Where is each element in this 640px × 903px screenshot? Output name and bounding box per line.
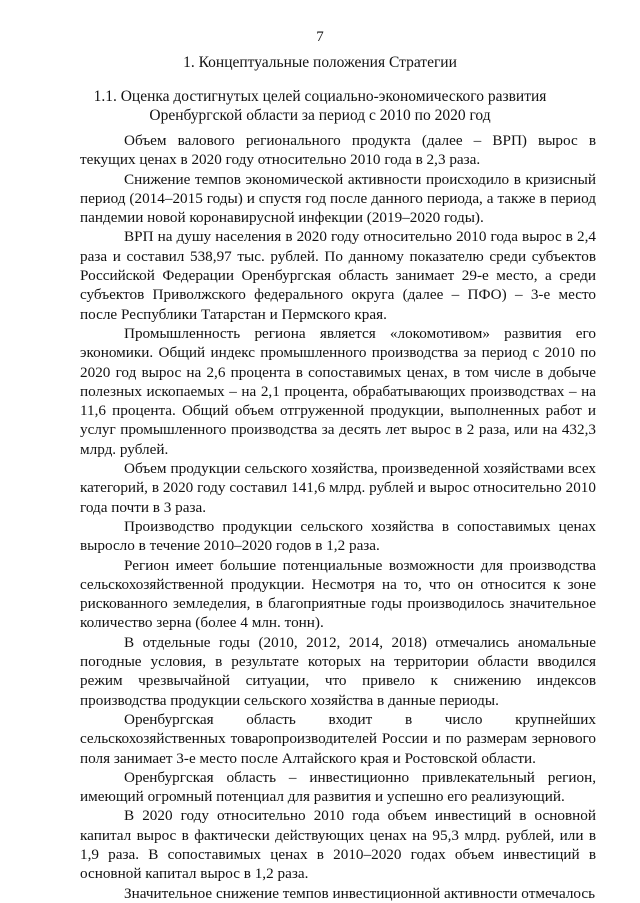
paragraph-investment-decline: Значительное снижение темпов инвестиционной активности отмечалось <box>124 884 596 902</box>
paragraph-industry: Промышленность региона является «локомотивом» развития его экономики. Общий индекс промышленного производства за период с 2010 по 2020 год вырос на 2,6 процента в сопоставимых ценах, в том числе в добыче полезных ископаемых – на 2,1 процента, обрабатывающих производствах – на 11,6 процента. Общий объем отгруженной продукции, выполненных работ и услуг промышленного производства за десять лет вырос в 2 раза, или на 432,3 млрд. рублей. <box>80 324 596 458</box>
subsection-title-line-2: Оренбургской области за период с 2010 по 2020 год <box>149 107 491 124</box>
paragraph-agriculture-growth: Производство продукции сельского хозяйства в сопоставимых ценах выросло в течение 2010–2020 годов в 1,2 раза. <box>80 517 596 555</box>
paragraph-agriculture-output: Объем продукции сельского хозяйства, произведенной хозяйствами всех категорий, в 2020 году составил 141,6 млрд. рублей и вырос относительно 2010 года почти в 3 раза. <box>80 460 596 516</box>
paragraph-grp: Объем валового регионального продукта (далее – ВРП) вырос в текущих ценах в 2020 году относительно 2010 года в 2,3 раза. <box>80 132 596 169</box>
paragraph-agriculture-potential: Регион имеет большие потенциальные возможности для производства сельскохозяйственной продукции. Несмотря на то, что он относится к зоне рискованного земледелия, в благоприятные годы производилось значительное количество зерна (более 4 млн. тонн). <box>80 556 596 632</box>
paragraph-grp-per-capita: ВРП на душу населения в 2020 году относительно 2010 года вырос в 2,4 раза и составил 538,97 тыс. рублей. По данному показателю среди субъектов Российской Федерации Оренбургская область занимает 29-е место, а среди субъектов Приволжского федерального округа (далее – ПФО) – 3-е место после Республики Татарстан и Пермского края. <box>80 228 596 323</box>
paragraph-investment-region: Оренбургская область – инвестиционно привлекательный регион, имеющий огромный потенциал для развития и успешно его реализующий. <box>80 768 596 806</box>
page-number: 7 <box>316 29 324 45</box>
paragraph-investment-growth: В 2020 году относительно 2010 года объем инвестиций в основной капитал вырос в фактически действующих ценах на 95,3 млрд. рублей, или в 1,9 раза. В сопоставимых ценах в 2010–2020 годах объем инвестиций в основной капитал вырос в 1,2 раза. <box>80 807 596 883</box>
subsection-title-line-1: 1.1. Оценка достигнутых целей социально-экономического развития <box>93 88 547 105</box>
subsection-title <box>60 87 580 125</box>
body-text <box>80 131 596 903</box>
paragraph-producers: Оренбургская область входит в число крупнейших сельскохозяйственных товаропроизводителей России и по размерам зернового поля занимает 3-е место после Алтайского края и Ростовской области. <box>80 710 596 767</box>
section-title: 1. Концептуальные положения Стратегии <box>183 54 457 71</box>
paragraph-slowdown: Снижение темпов экономической активности происходило в кризисный период (2014–2015 годы) и спустя год после данного периода, а также в период пандемии новой коронавирусной инфекции (2019–2020 годы). <box>80 170 596 227</box>
paragraph-weather: В отдельные годы (2010, 2012, 2014, 2018) отмечались аномальные погодные условия, в результате которых на территории области вводился режим чрезвычайной ситуации, что привело к снижению индексов производства продукции сельского хозяйства в данные периоды. <box>80 633 596 709</box>
